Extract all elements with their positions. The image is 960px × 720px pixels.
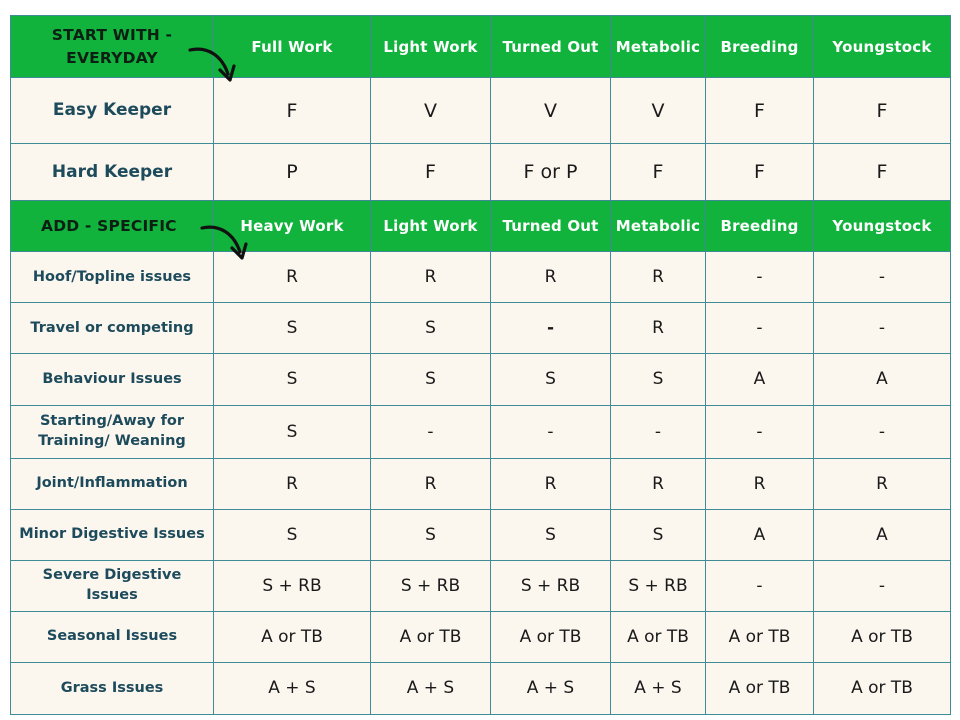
table-cell: A + S bbox=[214, 662, 371, 714]
row-label-starting-away bbox=[11, 405, 214, 458]
table-cell: F or P bbox=[491, 144, 611, 201]
table-cell: - bbox=[706, 405, 814, 458]
row-label-severe-digestive: Severe Digestive Issues bbox=[11, 560, 214, 611]
table-cell: F bbox=[214, 78, 371, 144]
table-cell: A or TB bbox=[491, 611, 611, 662]
everyday-corner-cell bbox=[11, 16, 214, 78]
table-cell: V bbox=[371, 78, 491, 144]
table-cell: - bbox=[491, 303, 611, 354]
row-label-line2: Training/ Weaning bbox=[38, 432, 186, 449]
col-header-youngstock: Youngstock bbox=[814, 201, 951, 252]
table-cell: A or TB bbox=[214, 611, 371, 662]
table-cell: A or TB bbox=[814, 662, 951, 714]
row-label-hard-keeper: Hard Keeper bbox=[11, 144, 214, 201]
table-cell: R bbox=[611, 303, 706, 354]
table-row bbox=[11, 144, 951, 201]
row-label-hoof-topline: Hoof/Topline issues bbox=[11, 252, 214, 303]
table-cell: F bbox=[706, 144, 814, 201]
col-header-breeding: Breeding bbox=[706, 201, 814, 252]
table-cell: S bbox=[491, 354, 611, 405]
table-cell: R bbox=[491, 252, 611, 303]
specific-corner-cell: ADD - SPECIFIC bbox=[11, 201, 214, 252]
table-cell: - bbox=[706, 303, 814, 354]
table-cell: R bbox=[214, 458, 371, 509]
table-cell: R bbox=[491, 458, 611, 509]
row-label-seasonal: Seasonal Issues bbox=[11, 611, 214, 662]
table-cell: A or TB bbox=[706, 611, 814, 662]
table-row bbox=[11, 303, 951, 354]
row-label-travel: Travel or competing bbox=[11, 303, 214, 354]
table-cell: S bbox=[371, 354, 491, 405]
table-cell: - bbox=[706, 560, 814, 611]
table-cell: A or TB bbox=[706, 662, 814, 714]
table-cell: F bbox=[814, 78, 951, 144]
table-cell: R bbox=[371, 252, 491, 303]
table-row bbox=[11, 662, 951, 714]
row-label-joint: Joint/Inflammation bbox=[11, 458, 214, 509]
table-row bbox=[11, 78, 951, 144]
table-row bbox=[11, 458, 951, 509]
table-cell: F bbox=[706, 78, 814, 144]
table-cell: S + RB bbox=[491, 560, 611, 611]
table-cell: R bbox=[814, 458, 951, 509]
everyday-header-row bbox=[11, 16, 951, 78]
table-cell: S bbox=[611, 354, 706, 405]
table-cell: - bbox=[611, 405, 706, 458]
table-cell: - bbox=[706, 252, 814, 303]
table-cell: S bbox=[214, 303, 371, 354]
table-cell: F bbox=[814, 144, 951, 201]
table-cell: R bbox=[611, 252, 706, 303]
col-header-metabolic: Metabolic bbox=[611, 201, 706, 252]
table-cell: S bbox=[491, 509, 611, 560]
row-label-easy-keeper: Easy Keeper bbox=[11, 78, 214, 144]
table-cell: S bbox=[371, 509, 491, 560]
col-header-breeding: Breeding bbox=[706, 16, 814, 78]
table-row bbox=[11, 252, 951, 303]
table-cell: S + RB bbox=[611, 560, 706, 611]
col-header-youngstock: Youngstock bbox=[814, 16, 951, 78]
table-row bbox=[11, 611, 951, 662]
table-cell: F bbox=[371, 144, 491, 201]
table-cell: S bbox=[214, 354, 371, 405]
row-label-behaviour: Behaviour Issues bbox=[11, 354, 214, 405]
table-row bbox=[11, 560, 951, 611]
table-row bbox=[11, 354, 951, 405]
table-cell: A or TB bbox=[371, 611, 491, 662]
table-cell: S bbox=[214, 509, 371, 560]
table-cell: - bbox=[814, 252, 951, 303]
table-cell: A bbox=[814, 509, 951, 560]
row-label-line1: Starting/Away for bbox=[39, 412, 185, 429]
table-cell: R bbox=[214, 252, 371, 303]
specific-header-row bbox=[11, 201, 951, 252]
table-cell: R bbox=[611, 458, 706, 509]
table-cell: - bbox=[814, 560, 951, 611]
table-cell: - bbox=[491, 405, 611, 458]
table-cell: A + S bbox=[371, 662, 491, 714]
col-header-metabolic: Metabolic bbox=[611, 16, 706, 78]
table-row bbox=[11, 405, 951, 458]
table-cell: F bbox=[611, 144, 706, 201]
table-cell: A or TB bbox=[814, 611, 951, 662]
table-cell: A + S bbox=[491, 662, 611, 714]
table-cell: V bbox=[491, 78, 611, 144]
table-cell: P bbox=[214, 144, 371, 201]
col-header-full-work: Full Work bbox=[214, 16, 371, 78]
table-cell: S + RB bbox=[214, 560, 371, 611]
table-cell: A bbox=[814, 354, 951, 405]
table-cell: S bbox=[611, 509, 706, 560]
table-cell: V bbox=[611, 78, 706, 144]
col-header-light-work: Light Work bbox=[371, 201, 491, 252]
corner-line1: START WITH - bbox=[51, 26, 173, 45]
corner-line2: EVERYDAY bbox=[66, 48, 158, 67]
table-cell: A + S bbox=[611, 662, 706, 714]
table-cell: A bbox=[706, 354, 814, 405]
table-cell: R bbox=[371, 458, 491, 509]
row-label-grass: Grass Issues bbox=[11, 662, 214, 714]
col-header-turned-out: Turned Out bbox=[491, 16, 611, 78]
table-cell: - bbox=[814, 405, 951, 458]
table-cell: S + RB bbox=[371, 560, 491, 611]
table-cell: A bbox=[706, 509, 814, 560]
table-cell: S bbox=[371, 303, 491, 354]
table-cell: - bbox=[814, 303, 951, 354]
table-cell: S bbox=[214, 405, 371, 458]
table-cell: A or TB bbox=[611, 611, 706, 662]
table-cell: R bbox=[706, 458, 814, 509]
col-header-heavy-work: Heavy Work bbox=[214, 201, 371, 252]
table-row bbox=[11, 509, 951, 560]
row-label-minor-digestive: Minor Digestive Issues bbox=[11, 509, 214, 560]
col-header-turned-out: Turned Out bbox=[491, 201, 611, 252]
table-cell: - bbox=[371, 405, 491, 458]
feed-guide-table bbox=[10, 15, 951, 715]
col-header-light-work: Light Work bbox=[371, 16, 491, 78]
